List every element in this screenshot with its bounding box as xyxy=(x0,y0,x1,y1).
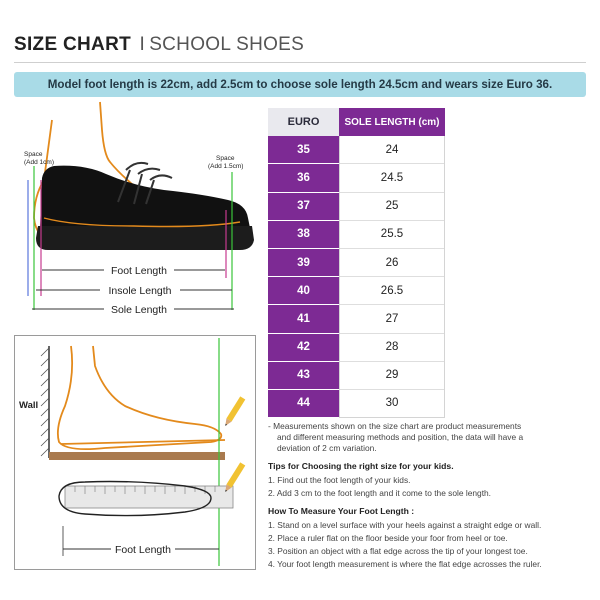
measure-step: 4. Your foot length measurement is where the flat edge acrosses the ruler. xyxy=(268,559,542,569)
model-info-banner xyxy=(14,72,586,97)
table-row xyxy=(268,305,445,333)
table-row xyxy=(268,362,445,390)
table-row xyxy=(268,136,445,164)
measure-step: 2. Place a ruler flat on the floor beside your foor from heel or toe. xyxy=(268,533,508,543)
space-right-add: (Add 1.5cm) xyxy=(208,163,244,170)
page-header xyxy=(14,34,304,60)
foot-length-bottom-label: Foot Length xyxy=(114,544,172,556)
tips-title: Tips for Choosing the right size for your kids. xyxy=(268,461,454,471)
table-row xyxy=(268,164,445,192)
sole-length-cell: 24 xyxy=(339,136,445,164)
sole-length-cell: 24.5 xyxy=(339,164,445,192)
sole-length-cell: 26 xyxy=(339,249,445,277)
wall-label: Wall xyxy=(19,400,39,411)
table-row xyxy=(268,334,445,362)
foot-measuring-illustration xyxy=(14,335,256,570)
euro-size-cell: 43 xyxy=(268,362,339,390)
space-left-add: (Add 1cm) xyxy=(24,159,54,166)
sole-length-cell: 27 xyxy=(339,305,445,333)
shoe-measurement-illustration xyxy=(14,100,264,325)
disclaimer-line: and different measuring methods and position, the data will have a xyxy=(277,432,524,442)
insole-length-label: Insole Length xyxy=(108,285,172,297)
size-table xyxy=(268,108,445,418)
disclaimer-line: deviation of 2 cm variation. xyxy=(277,443,377,453)
space-right-label: Space xyxy=(216,155,235,162)
notes-section xyxy=(268,421,593,577)
wall-measure-diagram xyxy=(15,336,255,569)
model-info-text: Model foot length is 22cm, add 2.5cm to choose sole length 24.5cm and wears size Euro 36. xyxy=(47,78,553,91)
table-row xyxy=(268,390,445,418)
shoe-diagram xyxy=(14,100,264,325)
sole-length-cell: 26.5 xyxy=(339,277,445,305)
measure-section xyxy=(268,506,593,570)
sole-length-cell: 25.5 xyxy=(339,221,445,249)
page-subtitle: SCHOOL SHOES xyxy=(149,34,305,55)
sole-length-label: Sole Length xyxy=(110,304,168,316)
table-row xyxy=(268,193,445,221)
measurement-disclaimer xyxy=(268,421,593,454)
header-sole-length: SOLE LENGTH (cm) xyxy=(339,108,445,136)
measure-step: 1. Stand on a level surface with your heels against a straight edge or wall. xyxy=(268,520,542,530)
euro-size-cell: 40 xyxy=(268,277,339,305)
tips-section xyxy=(268,461,593,499)
sole-length-cell: 30 xyxy=(339,390,445,418)
title-separator: I xyxy=(139,34,145,55)
header-divider xyxy=(14,62,586,63)
table-row xyxy=(268,249,445,277)
euro-size-cell: 38 xyxy=(268,221,339,249)
sole-length-cell: 29 xyxy=(339,362,445,390)
foot-length-label: Foot Length xyxy=(110,265,168,277)
tip-item: 2. Add 3 cm to the foot length and it come to the sole length. xyxy=(268,488,492,498)
sole-length-cell: 25 xyxy=(339,193,445,221)
euro-size-cell: 42 xyxy=(268,334,339,362)
measure-step: 3. Position an object with a flat edge across the tip of your longest toe. xyxy=(268,546,528,556)
page-title: SIZE CHART xyxy=(14,34,131,55)
measure-title: How To Measure Your Foot Length : xyxy=(268,506,415,516)
sole-length-cell: 28 xyxy=(339,334,445,362)
size-table-header xyxy=(268,108,445,136)
euro-size-cell: 44 xyxy=(268,390,339,418)
euro-size-cell: 36 xyxy=(268,164,339,192)
space-left-label: Space xyxy=(24,151,43,158)
header-euro: EURO xyxy=(268,108,339,136)
table-row xyxy=(268,277,445,305)
euro-size-cell: 39 xyxy=(268,249,339,277)
euro-size-cell: 37 xyxy=(268,193,339,221)
disclaimer-line: - Measurements shown on the size chart are product measurements xyxy=(268,421,522,431)
table-row xyxy=(268,221,445,249)
euro-size-cell: 35 xyxy=(268,136,339,164)
tip-item: 1. Find out the foot length of your kids. xyxy=(268,475,411,485)
euro-size-cell: 41 xyxy=(268,305,339,333)
